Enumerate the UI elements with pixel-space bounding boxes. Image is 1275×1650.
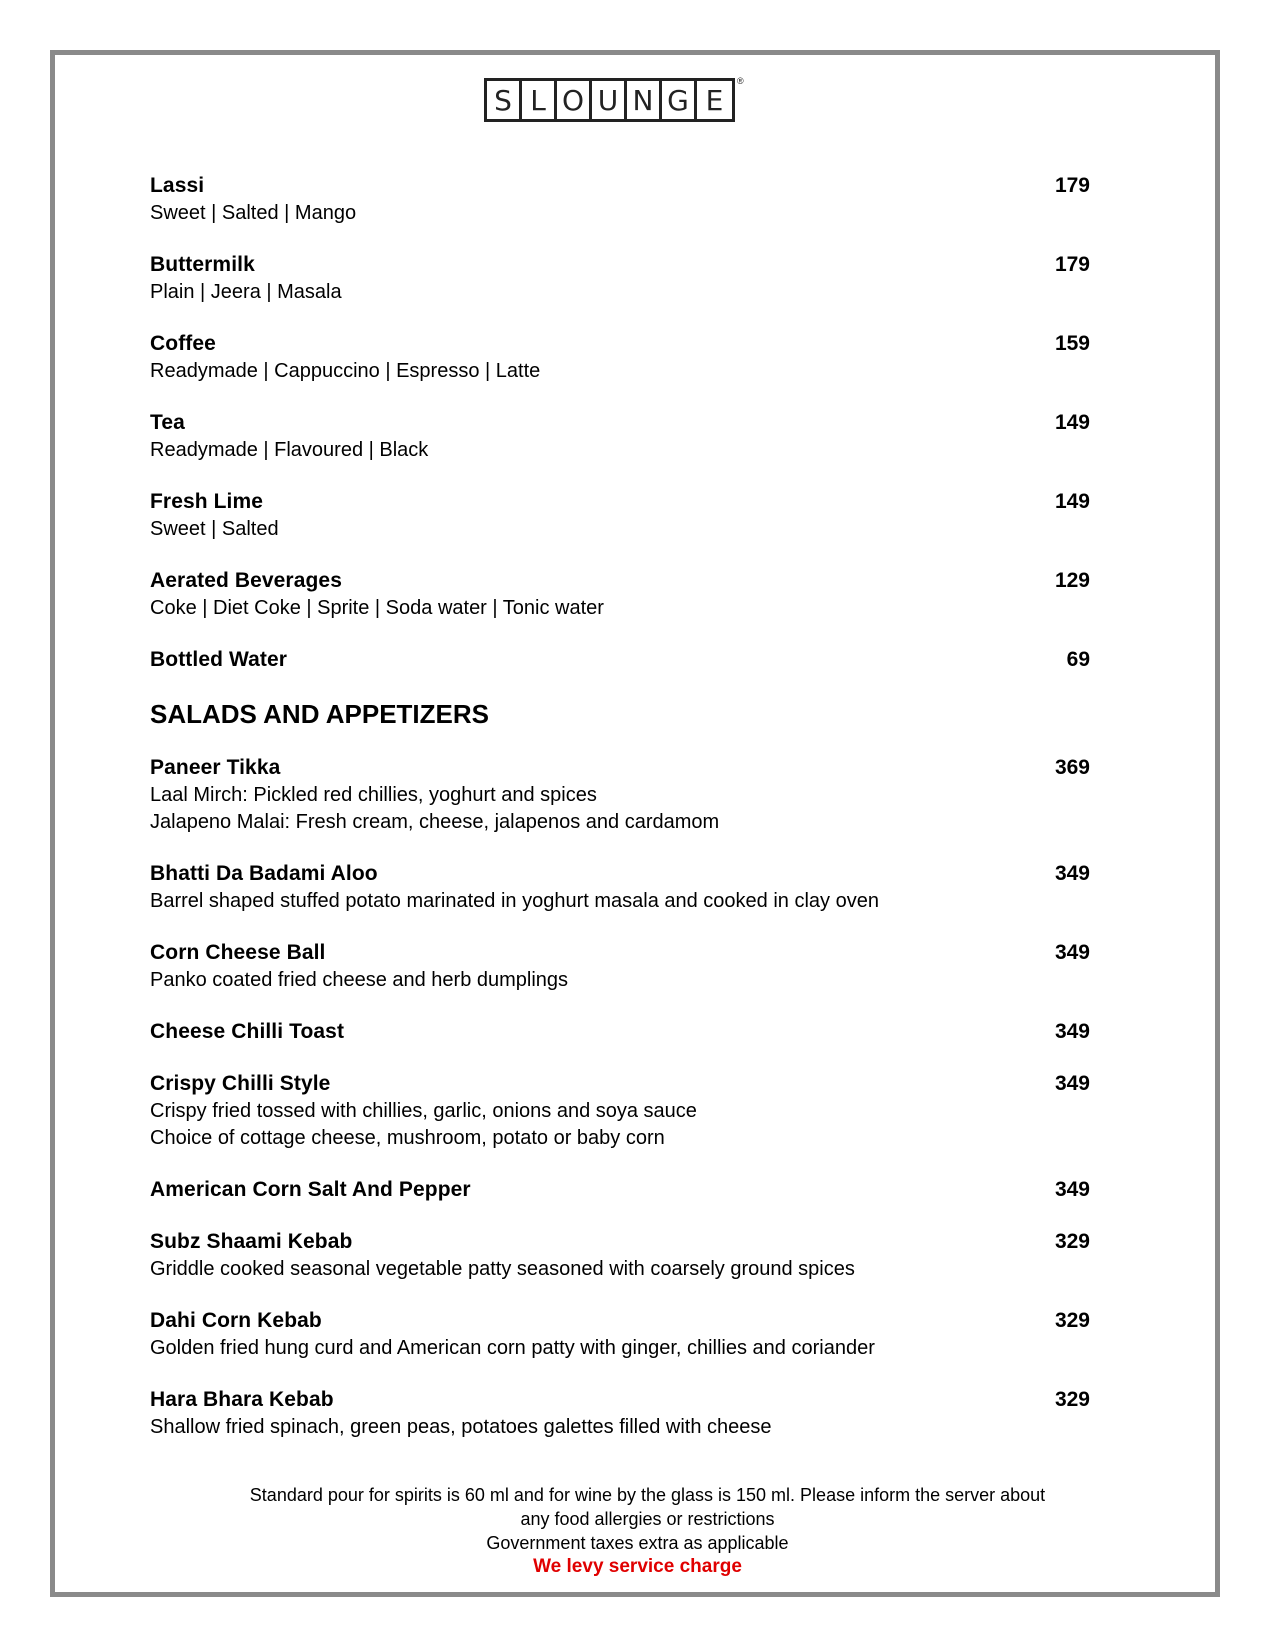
menu-item-price: 129 [1054,569,1090,592]
menu-item-price: 349 [1054,1178,1090,1201]
menu-item-header [150,488,1090,516]
menu-item-price: 349 [1054,941,1090,964]
menu-item-description: Panko coated fried cheese and herb dumplings [150,969,569,991]
menu-item [150,1018,1090,1046]
appetizers-list [150,754,1090,1441]
menu-item-header [150,1228,1090,1256]
menu-item-header [150,409,1090,437]
menu-item-price: 349 [1054,862,1090,885]
menu-item-header [150,939,1090,967]
menu-content [150,172,1090,1465]
logo-letter: G [662,81,697,119]
logo-letter: O [557,81,592,119]
menu-item-name: Lassi [150,174,205,197]
menu-item-name: Bottled Water [150,648,288,671]
menu-item-name: Subz Shaami Kebab [150,1230,353,1253]
menu-item [150,1070,1090,1152]
menu-item [150,172,1090,227]
menu-item-description: Shallow fried spinach, green peas, potatoes galettes filled with cheese [150,1416,772,1438]
menu-item [150,1176,1090,1204]
menu-item [150,567,1090,622]
menu-item [150,1228,1090,1283]
menu-item-price: 329 [1054,1388,1090,1411]
menu-item-name: American Corn Salt And Pepper [150,1178,471,1201]
menu-item [150,860,1090,915]
menu-item-header [150,330,1090,358]
menu-item-name: Dahi Corn Kebab [150,1309,322,1332]
menu-item-price: 159 [1054,332,1090,355]
menu-item-description: Golden fried hung curd and American corn patty with ginger, chillies and coriander [150,1337,875,1359]
logo-letter: N [627,81,662,119]
menu-item-header [150,172,1090,200]
menu-item-name: Fresh Lime [150,490,264,513]
menu-item-name: Corn Cheese Ball [150,941,326,964]
footer-tax-note: Government taxes extra as applicable [486,1533,789,1553]
menu-item-name: Coffee [150,332,216,355]
menu-item-price: 349 [1054,1072,1090,1095]
logo-box [484,78,735,122]
menu-item-description: Barrel shaped stuffed potato marinated in yoghurt masala and cooked in clay oven [150,890,879,912]
beverages-list [150,172,1090,674]
menu-item-price: 349 [1054,1020,1090,1043]
menu-item-header [150,1307,1090,1335]
section-title: SALADS AND APPETIZERS [150,699,489,729]
slounge-logo [484,78,744,122]
menu-item-name: Tea [150,411,185,434]
menu-item-header [150,1176,1090,1204]
menu-item-description: Crispy fried tossed with chillies, garlic, onions and soya sauce [150,1100,697,1122]
logo-letter: S [487,81,522,119]
footer-pour-note: Standard pour for spirits is 60 ml and for wine by the glass is 150 ml. Please inform the server about any food allergies or restrictions [249,1485,1046,1529]
menu-item-price: 329 [1054,1230,1090,1253]
menu-item-name: Bhatti Da Badami Aloo [150,862,378,885]
menu-item-header [150,860,1090,888]
menu-item-name: Hara Bhara Kebab [150,1388,334,1411]
menu-item [150,1307,1090,1362]
menu-item-price: 149 [1054,490,1090,513]
menu-item [150,409,1090,464]
menu-item [150,754,1090,836]
menu-item-description: Plain | Jeera | Masala [150,281,342,303]
menu-item-price: 369 [1054,756,1090,779]
menu-item-name: Buttermilk [150,253,255,276]
menu-item-description: Griddle cooked seasonal vegetable patty seasoned with coarsely ground spices [150,1258,855,1280]
menu-item [150,330,1090,385]
menu-item [150,251,1090,306]
logo-letter: L [522,81,557,119]
menu-item-description: Sweet | Salted | Mango [150,202,357,224]
menu-item [150,1386,1090,1441]
footer-service-charge: We levy service charge [533,1556,742,1577]
menu-footer [60,1483,1215,1579]
registered-mark: ® [737,76,744,86]
menu-item-description: Readymade | Flavoured | Black [150,439,429,461]
menu-item [150,488,1090,543]
menu-item-header [150,567,1090,595]
menu-item-header [150,646,1090,674]
logo-letter: U [592,81,627,119]
menu-item-description: Choice of cottage cheese, mushroom, potato or baby corn [150,1127,665,1149]
menu-item-description: Coke | Diet Coke | Sprite | Soda water | Tonic water [150,597,604,619]
menu-item-header [150,1018,1090,1046]
menu-item-header [150,1386,1090,1414]
menu-item-description: Sweet | Salted [150,518,279,540]
menu-item-header [150,1070,1090,1098]
menu-item-description: Jalapeno Malai: Fresh cream, cheese, jalapenos and cardamom [150,811,720,833]
menu-item-name: Cheese Chilli Toast [150,1020,345,1043]
menu-item-header [150,754,1090,782]
menu-item-name: Crispy Chilli Style [150,1072,331,1095]
menu-item-price: 179 [1054,174,1090,197]
menu-item-header [150,251,1090,279]
menu-item-price: 149 [1054,411,1090,434]
menu-item-description: Laal Mirch: Pickled red chillies, yoghurt and spices [150,784,597,806]
menu-item [150,646,1090,674]
menu-item-price: 329 [1054,1309,1090,1332]
menu-item-price: 69 [1066,648,1090,671]
menu-item [150,939,1090,994]
logo-letter: E [705,83,724,117]
menu-item-price: 179 [1054,253,1090,276]
menu-item-name: Aerated Beverages [150,569,342,592]
menu-item-name: Paneer Tikka [150,756,281,779]
menu-item-description: Readymade | Cappuccino | Espresso | Latte [150,360,541,382]
